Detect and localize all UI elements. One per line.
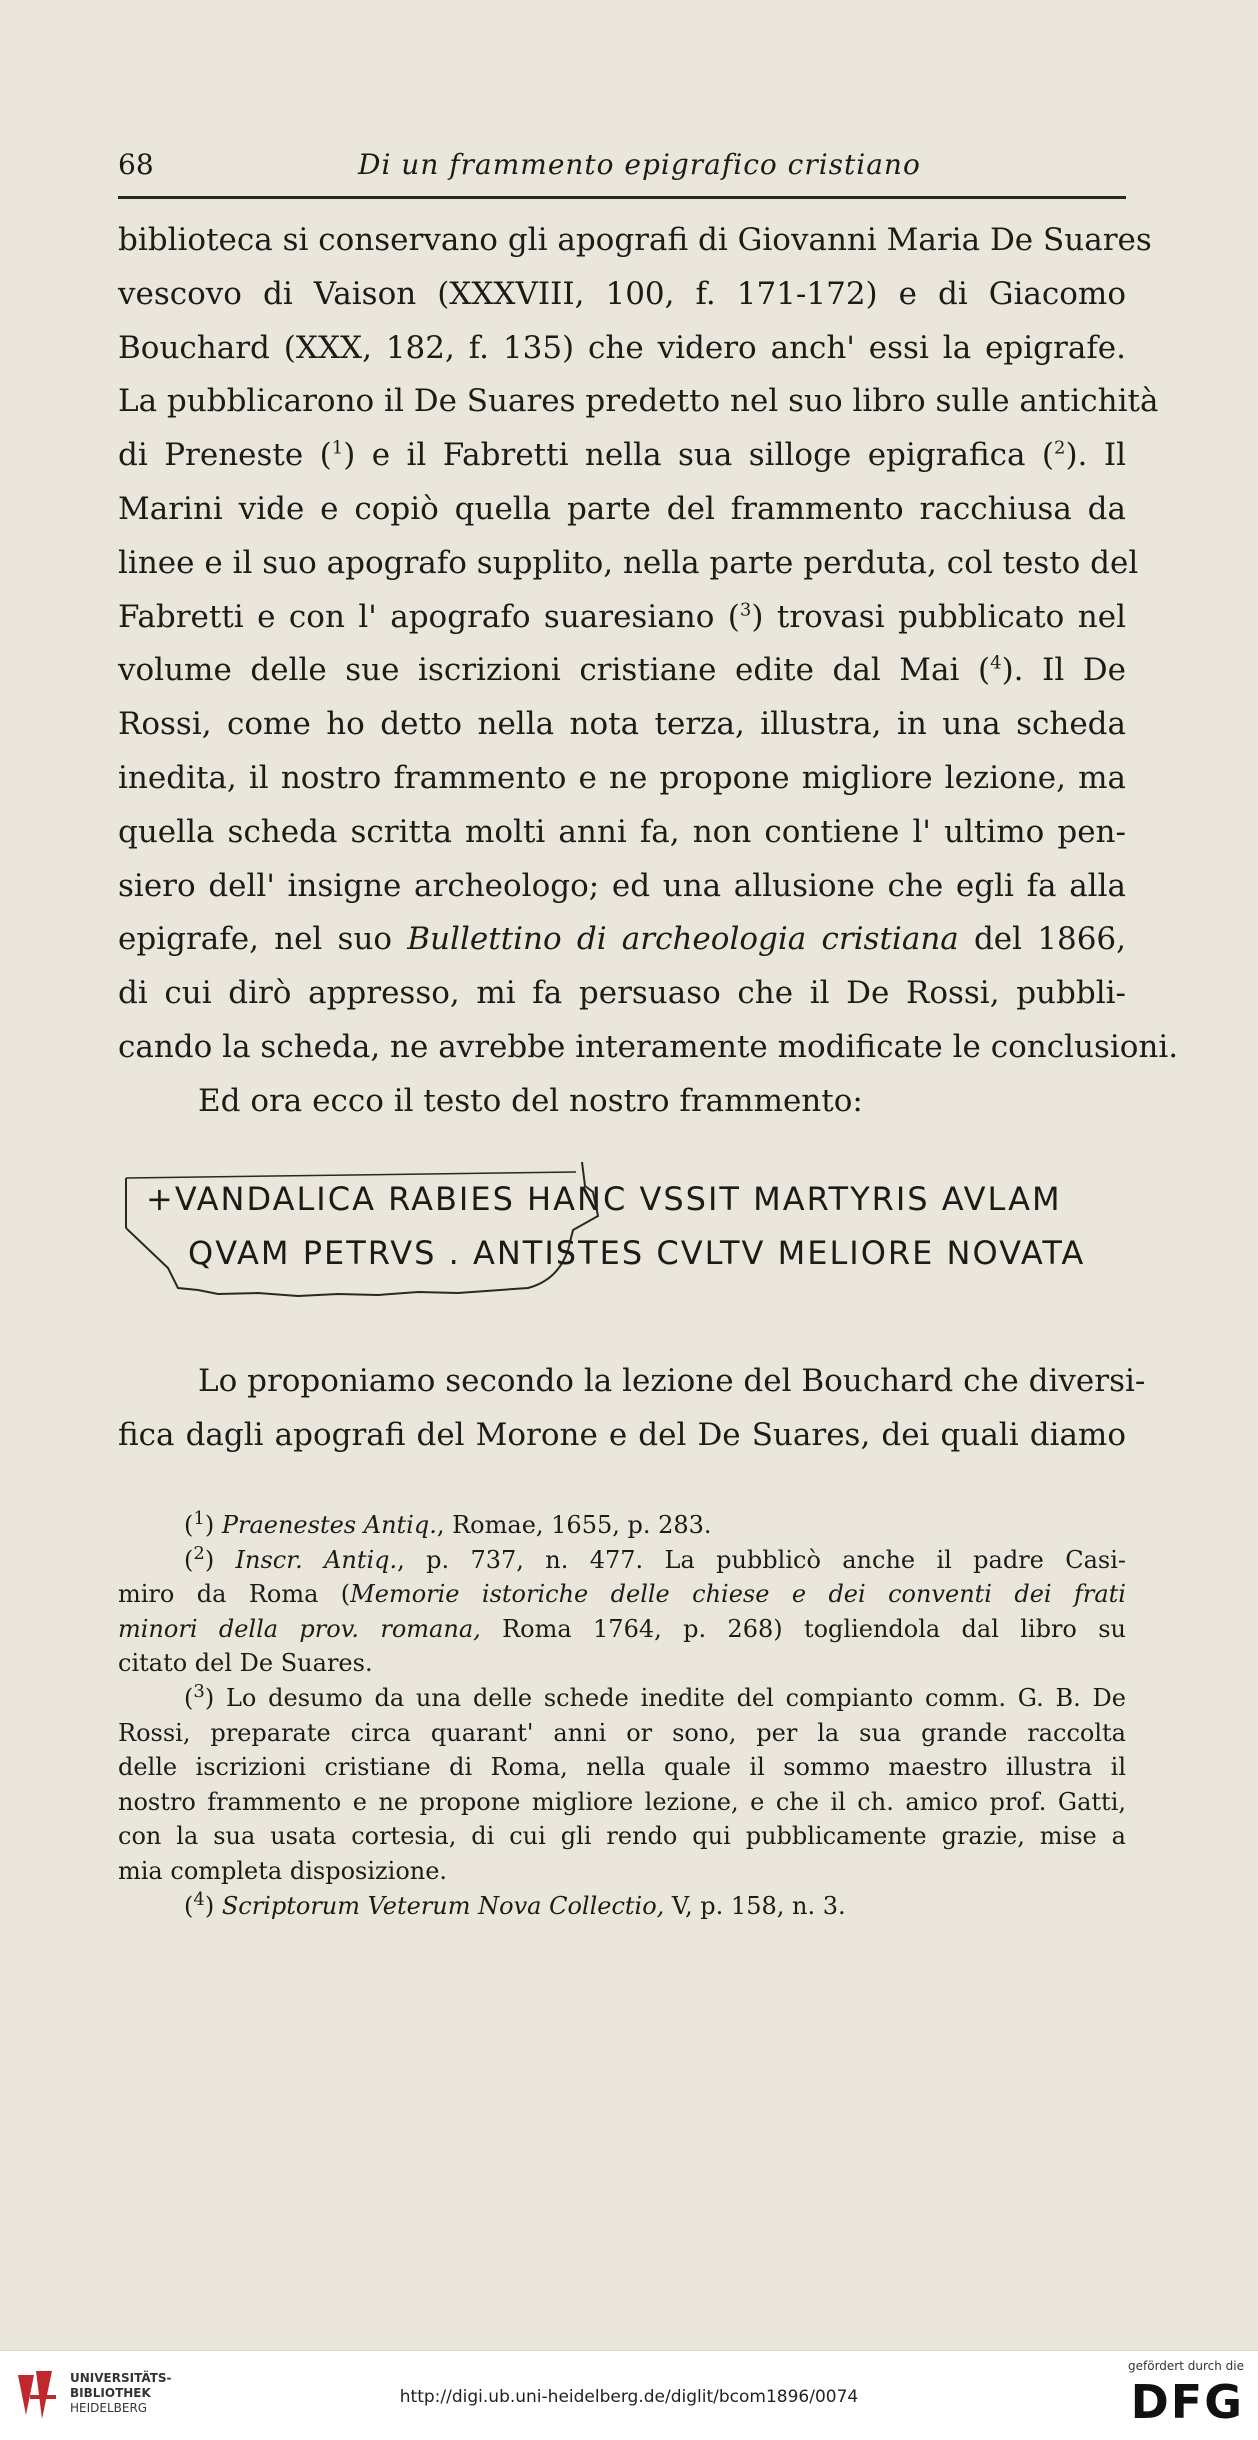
text-line: di cui dirò appresso, mi fa persuaso che il De Rossi, pubbli- [118,975,1126,1012]
text-line: fica dagli apografi del Morone e del De Suares, dei quali diamo [118,1416,1126,1453]
text-line: Marini vide e copiò quella parte del frammento racchiusa da [118,490,1126,527]
text-line: vescovo di Vaison (XXXVIII, 100, f. 171-172) e di Giacomo [118,275,1126,312]
footnote-1: ($^1$) Praenestes Antiq., Romae, 1655, p. 283. [184,1508,712,1539]
footnote-3-line: Rossi, preparate circa quarant' anni or sono, per la sua grande raccolta [118,1718,1126,1747]
intro-line: Ed ora ecco il testo del nostro frammento: [198,1082,863,1119]
text-line: quella scheda scritta molti anni fa, non contiene l' ultimo pen- [118,813,1126,850]
text-line: Bouchard (XXX, 182, f. 135) che videro anch' essi la epigrafe. [118,329,1126,366]
paragraph-1 [118,214,1179,1129]
header-rule [118,196,1126,199]
text-line: Fabretti e con l' apografo suaresiano ($^3$) trovasi pubblicato nel [118,598,1126,635]
footnote-2: ($^2$) Inscr. Antiq., p. 737, n. 477. La pubblicò anche il padre Casi- [184,1542,1127,1574]
text-line: siero dell' insigne archeologo; ed una allusione che egli fa alla [118,867,1126,904]
page-url[interactable]: http://digi.ub.uni-heidelberg.de/diglit/bcom1896/0074 [399,2387,859,2407]
text-line: volume delle sue iscrizioni cristiane edite dal Mai ($^4$). Il De [118,652,1126,689]
text-line: biblioteca si conservano gli apografi di Giovanni Maria De Suares [118,222,1152,258]
footnotes [118,1508,1126,1923]
text-line: di Preneste ($^1$) e il Fabretti nella sua silloge epigrafica ($^2$). Il [118,437,1126,474]
dfg-logo-text: DFG [1130,2375,1244,2429]
page-number: 68 [118,148,154,181]
inscription-line-2: QVAM PETRVS . ANTISTES CVLTV MELIORE NOVATA [188,1234,1086,1272]
footnote-3-line: nostro frammento e ne propone migliore lezione, e che il ch. amico prof. Gatti, [118,1787,1126,1816]
footnote-3-line: delle iscrizioni cristiane di Roma, nella quale il sommo maestro illustra il [118,1753,1126,1782]
footnote-3-line: con la sua usata cortesia, di cui gli rendo qui pubblicamente grazie, mise a [118,1822,1126,1851]
journal-title: Bullettino di archeologia cristiana [407,921,959,958]
footnote-3: ($^3$) Lo desumo da una delle schede inedite del compianto comm. G. B. De [184,1680,1126,1712]
text-line: La pubblicarono il De Suares predetto nel suo libro sulle antichità [118,383,1159,420]
text-line: Rossi, come ho detto nella nota terza, illustra, in una scheda [118,706,1126,743]
text-line: epigrafe, nel suo Bullettino di archeologia cristiana del 1866, [118,921,1127,958]
footnote-4: ($^4$) Scriptorum Veterum Nova Collectio, V, p. 158, n. 3. [184,1888,846,1920]
text-line: linee e il suo apografo supplito, nella parte perduta, col testo del [118,544,1139,581]
footnote-2-line: minori della prov. romana, Roma 1764, p. 268) togliendola dal libro su [118,1614,1127,1643]
dfg-logo[interactable] [1104,2359,1244,2435]
inscription-line-1: +VANDALICA RABIES HANC VSSIT MARTYRIS AVLAM [146,1180,1062,1218]
running-head [118,148,1118,184]
footnote-ref: 2 [1054,437,1066,459]
footnote-2-line: miro da Roma (Memorie istoriche delle chiese e dei conventi dei frati [118,1580,1126,1609]
text-line: cando la scheda, ne avrebbe interamente modificate le conclusioni. [118,1028,1179,1065]
text-line: Lo proponiamo secondo la lezione del Bouchard che diversi- [198,1363,1146,1399]
dfg-caption: gefördert durch die [1128,2359,1244,2373]
footnote-ref: 1 [331,437,344,459]
library-name: UNIVERSITÄTS- BIBLIOTHEK HEIDELBERG [70,2371,172,2415]
inscription-fragment [118,1150,1126,1330]
viewer-footer [0,2350,1258,2440]
footnote-ref: 3 [739,599,752,621]
running-title: Di un frammento epigrafico cristiano [358,148,921,181]
footnote-2-line: citato del De Suares. [118,1649,373,1678]
footnote-3-line: mia completa disposizione. [118,1856,448,1885]
text-line: inedita, il nostro frammento e ne propone migliore lezione, ma [118,759,1126,796]
footnote-ref: 4 [990,653,1002,675]
paragraph-2 [118,1354,1146,1462]
